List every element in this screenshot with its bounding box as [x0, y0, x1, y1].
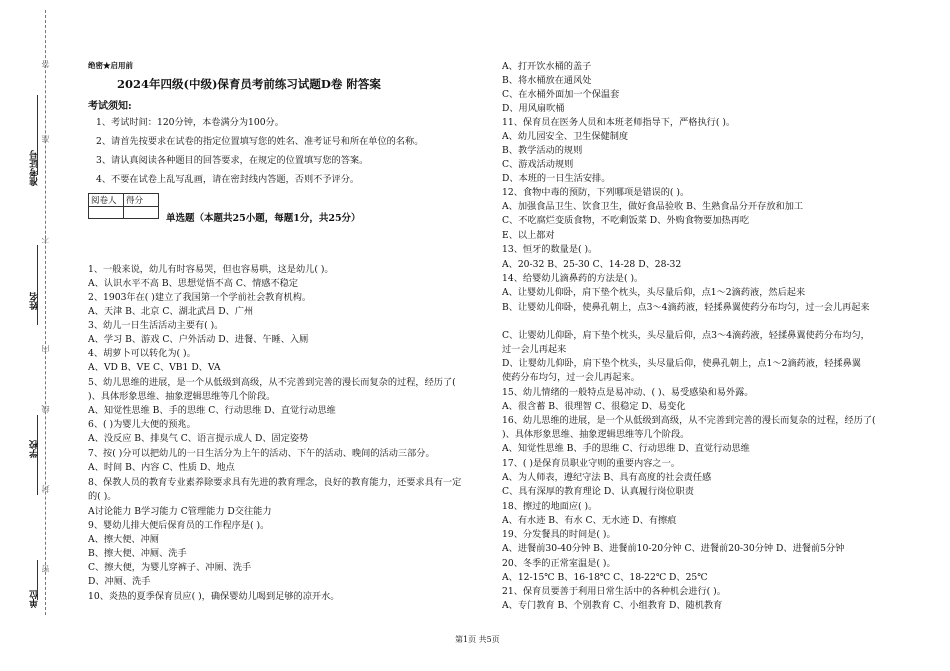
question-line: A、专门教育 B、个别教育 C、小组教育 D、随机教育 — [502, 600, 723, 611]
question-line: A、时间 B、内容 C、性质 D、地点 — [88, 462, 235, 473]
question-line: B、让婴幼儿仰卧，使鼻孔朝上，点3～4滴药液，轻揉鼻翼使药分布均匀，过一会儿再起来 — [502, 302, 870, 313]
question-line: 17、( )是保育员职业守则的重要内容之一。 — [502, 458, 680, 469]
question-line: 20、冬季的正常室温是( )。 — [502, 558, 616, 569]
seal-char: 内 — [41, 345, 50, 353]
unit-label: 单位 — [30, 590, 40, 608]
seal-line-dashed — [45, 10, 46, 615]
question-line: A讨论能力 B学习能力 C管理能力 D交往能力 — [88, 506, 272, 517]
question-line: C、让婴幼儿仰卧，肩下垫个枕头，头尽量后仰，点3～4滴药液，轻揉鼻翼使药分布均匀， — [502, 330, 870, 341]
notice-heading: 考试须知: — [88, 101, 132, 112]
question-line: A、为人师表，遵纪守法 B、具有高度的社会责任感 — [502, 472, 712, 483]
seal-char: 不 — [41, 235, 50, 243]
question-line: A、有水迹 B、有水 C、无水迹 D、有擦痕 — [502, 515, 677, 526]
question-line: 11、保育员在医务人员和本班老师指导下，严格执行( )。 — [502, 117, 736, 128]
question-line: A、没反应 B、排臭气 C、语言提示成人 D、固定姿势 — [88, 433, 309, 444]
section-title: 单选题（本题共25小题，每题1分，共25分） — [166, 213, 361, 224]
question-line: 7、按( )分可以把幼儿的一日生活分为上午的活动、下午的活动、晚间的活动三部分。 — [88, 448, 435, 459]
question-line: A、VD B、VE C、VB1 D、VA — [88, 362, 221, 373]
question-line: )、具体形象思维、抽象逻辑思维等几个阶段。 — [88, 391, 276, 402]
ticket-number-label: 准考证号 — [30, 150, 40, 186]
name-label: 姓名 — [30, 292, 40, 310]
school-label: 学校 — [30, 440, 40, 458]
seal-char: 封 — [41, 485, 50, 493]
question-line: 12、食物中毒的预防，下列哪项是错误的( )。 — [502, 187, 690, 198]
question-line: 9、婴幼儿排大便后保育员的工作程序是( )。 — [88, 520, 270, 531]
question-line: E、以上都对 — [502, 230, 555, 241]
question-line: A、12-15℃ B、16-18℃ C、18-22℃ D、25℃ — [502, 572, 708, 583]
question-line: B、将水桶放在通风处 — [502, 75, 592, 86]
score-blank — [124, 207, 159, 219]
score-table — [88, 193, 159, 219]
question-line: A、进餐前30-40分钟 B、进餐前10-20分钟 C、进餐前20-30分钟 D、进餐前5分钟 — [502, 543, 845, 554]
question-line: 的( )。 — [88, 491, 117, 502]
seal-char: 答 — [41, 60, 50, 68]
page-footer: 第1页 共5页 — [455, 635, 500, 644]
question-line: A、知觉性思维 B、手的思维 C、行动思维 D、直觉行动思维 — [502, 443, 750, 454]
question-line: A、20-32 B、25-30 C、14-28 D、28-32 — [502, 259, 682, 270]
question-line: D、冲厕、洗手 — [88, 576, 151, 587]
question-line: A、认识水平不高 B、思想觉悟不高 C、情感不稳定 — [88, 278, 299, 289]
question-line: A、幼儿园安全、卫生保健制度 — [502, 131, 629, 142]
name-underline — [37, 245, 38, 325]
question-line: A、擦大便、冲厕 — [88, 534, 159, 545]
notice-item: 3、请认真阅读各种题目的回答要求，在规定的位置填写您的答案。 — [96, 155, 369, 166]
question-line: 10、炎热的夏季保育员应( )，确保婴幼儿喝到足够的凉开水。 — [88, 591, 340, 602]
question-line: 13、恒牙的数量是( )。 — [502, 244, 598, 255]
question-line: A、很含蓄 B、很理智 C、很稳定 D、易变化 — [502, 401, 686, 412]
seal-char: 密 — [41, 565, 50, 573]
grader-cell: 阅卷人 — [89, 194, 124, 207]
question-line: D、让婴幼儿仰卧，肩下垫个枕头，头尽量后仰，使鼻孔朝上，点1～2滴药液，轻揉鼻翼 — [502, 358, 861, 369]
question-line: 8、保教人员的教育专业素养除要求具有先进的教育理念，良好的教育能力，还要求具有一定 — [88, 477, 462, 488]
notice-item: 4、不要在试卷上乱写乱画，请在密封线内答题，否则不予评分。 — [96, 174, 360, 185]
score-cell: 得分 — [124, 194, 159, 207]
question-line: A、打开饮水桶的盖子 — [502, 61, 592, 72]
secret-label: 绝密★启用前 — [88, 61, 133, 70]
question-line: C、游戏活动规则 — [502, 159, 574, 170]
question-line: 使药分布均匀，过一会儿再起来。 — [502, 372, 640, 383]
question-line: C、在水桶外面加一个保温套 — [502, 89, 620, 100]
question-line: 19、分发餐具的时间是( )。 — [502, 529, 616, 540]
question-line: 1、一般来说，幼儿有时容易哭，但也容易哄，这是幼儿( )。 — [88, 264, 334, 275]
question-line: A、让婴幼儿仰卧，肩下垫个枕头，头尽量后仰，点1～2滴药液，然后起来 — [502, 287, 806, 298]
question-line: C、擦大便，为婴儿穿裤子、冲厕、洗手 — [88, 562, 252, 573]
question-line: A、加强食品卫生、饮食卫生，做好食品验收 B、生熟食品分开存放和加工 — [502, 201, 804, 212]
seal-char: 线 — [41, 405, 50, 413]
question-line: 21、保育员要善于利用日常生活中的各种机会进行( )。 — [502, 586, 726, 597]
question-line: 14、给婴幼儿滴鼻药的方法是( )。 — [502, 273, 644, 284]
page-title: 2024年四级(中级)保育员考前练习试题D卷 附答案 — [117, 77, 381, 91]
question-line: 15、幼儿情绪的一般特点是易冲动、( )、易受感染和易外露。 — [502, 387, 754, 398]
question-line: D、本班的一日生活安排。 — [502, 173, 611, 184]
question-line: 2、1903年在( )建立了我国第一个学前社会教育机构。 — [88, 292, 312, 303]
question-line: B、教学活动的规则 — [502, 145, 583, 156]
notice-item: 2、请首先按要求在试卷的指定位置填写您的姓名、准考证号和所在单位的名称。 — [96, 136, 424, 147]
notice-item: 1、考试时间：120分钟，本卷满分为100分。 — [96, 117, 284, 128]
question-line: 5、幼儿思维的进展，是一个从低级到高级，从不完善到完善的漫长而复杂的过程，经历了( — [88, 377, 456, 388]
question-line: 过一会儿再起来 — [502, 344, 567, 355]
question-line: D、用风扇吹桶 — [502, 103, 565, 114]
question-line: A、天津 B、北京 C、湖北武昌 D、广州 — [88, 306, 254, 317]
question-line: C、具有深厚的教育理论 D、认真履行岗位职责 — [502, 486, 694, 497]
question-line: 3、幼儿一日生活活动主要有( )。 — [88, 320, 224, 331]
question-line: 16、幼儿思维的进展，是一个从低级到高级，从不完善到完善的漫长而复杂的过程，经历了( — [502, 415, 876, 426]
question-line: 18、擦过的地面应( )。 — [502, 501, 598, 512]
seal-char: 准 — [41, 135, 50, 143]
question-line: 4、胡萝卜可以转化为( )。 — [88, 348, 196, 359]
question-line: A、知觉性思维 B、手的思维 C、行动思维 D、直觉行动思维 — [88, 405, 336, 416]
question-line: C、不吃腐烂变质食物，不吃剩饭菜 D、外购食物要加热再吃 — [502, 215, 750, 226]
question-line: )、具体形象思维、抽象逻辑思维等几个阶段。 — [502, 429, 690, 440]
question-line: B、擦大便、冲厕、洗手 — [88, 548, 187, 559]
question-line: A、学习 B、游戏 C、户外活动 D、进餐、午睡、入厕 — [88, 334, 309, 345]
grader-blank — [89, 207, 124, 219]
question-line: 6、( )为婴儿大便的预兆。 — [88, 419, 196, 430]
